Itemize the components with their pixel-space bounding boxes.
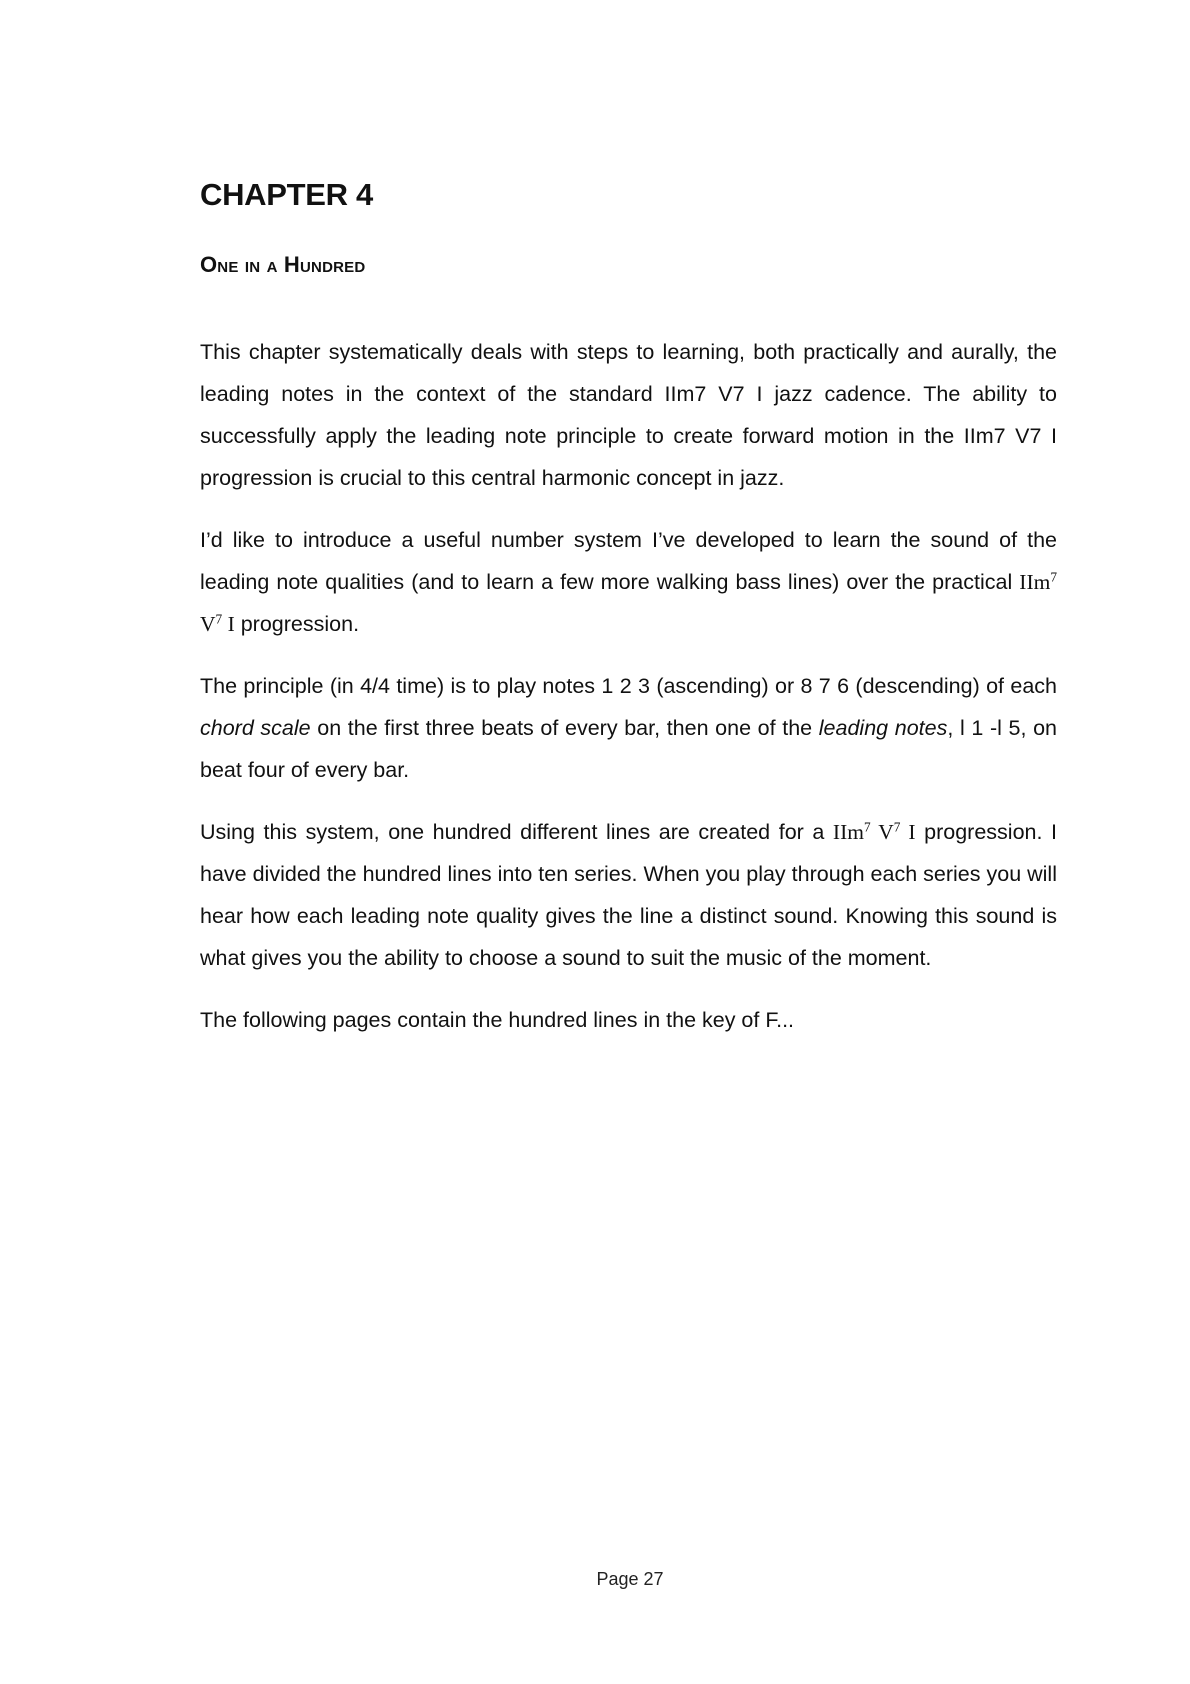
chord-i: I: [900, 820, 916, 844]
chord-superscript: 7: [215, 611, 223, 627]
chapter-title: CHAPTER 4: [200, 177, 373, 212]
paragraph-text: , l 1 -l 5, on beat four of every bar.: [200, 716, 1057, 782]
body-text: [200, 331, 1057, 1061]
paragraph-text: Using this system, one hundred different lines are created for a: [200, 820, 833, 844]
paragraph-text: on the first three beats of every bar, then one of the: [310, 716, 819, 740]
chord-ii: IIm: [832, 820, 864, 844]
page-number: Page 27: [596, 1569, 664, 1589]
chord-i: I: [222, 612, 235, 636]
section-title: One in a Hundred: [200, 252, 366, 277]
paragraph-text: progression. I have divided the hundred lines into ten series. When you play through each series you will hear how each leading note quality gives the line a distinct sound. Knowing this sound is what gives you the ability to choose a sound to suit the music of the moment.: [200, 820, 1058, 970]
paragraph-text: I’d like to introduce a useful number system I’ve developed to learn the sound of the leading note qualities (and to learn a few more walking bass lines) over the practical: [200, 528, 1057, 594]
paragraph-number-system: [200, 519, 1057, 645]
emphasis-chord-scale: chord scale: [200, 716, 311, 740]
chord-progression: [833, 820, 916, 844]
paragraph-system-usage: [200, 811, 1057, 979]
chord-superscript: 7: [863, 819, 871, 835]
chord-ii: IIm: [1019, 570, 1051, 594]
chord-superscript: 7: [893, 819, 901, 835]
paragraph-principle: [200, 665, 1057, 791]
paragraph-intro: This chapter systematically deals with steps to learning, both practically and aurally, the leading notes in the context of the standard IIm7 V7 I jazz cadence. The ability to successfully apply the leading note principle to create forward motion in the IIm7 V7 I progression is crucial to this central harmonic concept in jazz.: [200, 340, 1057, 490]
paragraph-following-pages: The following pages contain the hundred lines in the key of F...: [200, 1008, 795, 1032]
chord-v: V: [200, 612, 216, 636]
paragraph-text: The principle (in 4/4 time) is to play notes 1 2 3 (ascending) or 8 7 6 (descending) of each: [200, 674, 1057, 698]
emphasis-leading-notes: leading notes: [818, 716, 948, 740]
chord-superscript: 7: [1050, 569, 1057, 585]
paragraph-text: progression.: [234, 612, 360, 636]
chord-v: V: [870, 820, 894, 844]
